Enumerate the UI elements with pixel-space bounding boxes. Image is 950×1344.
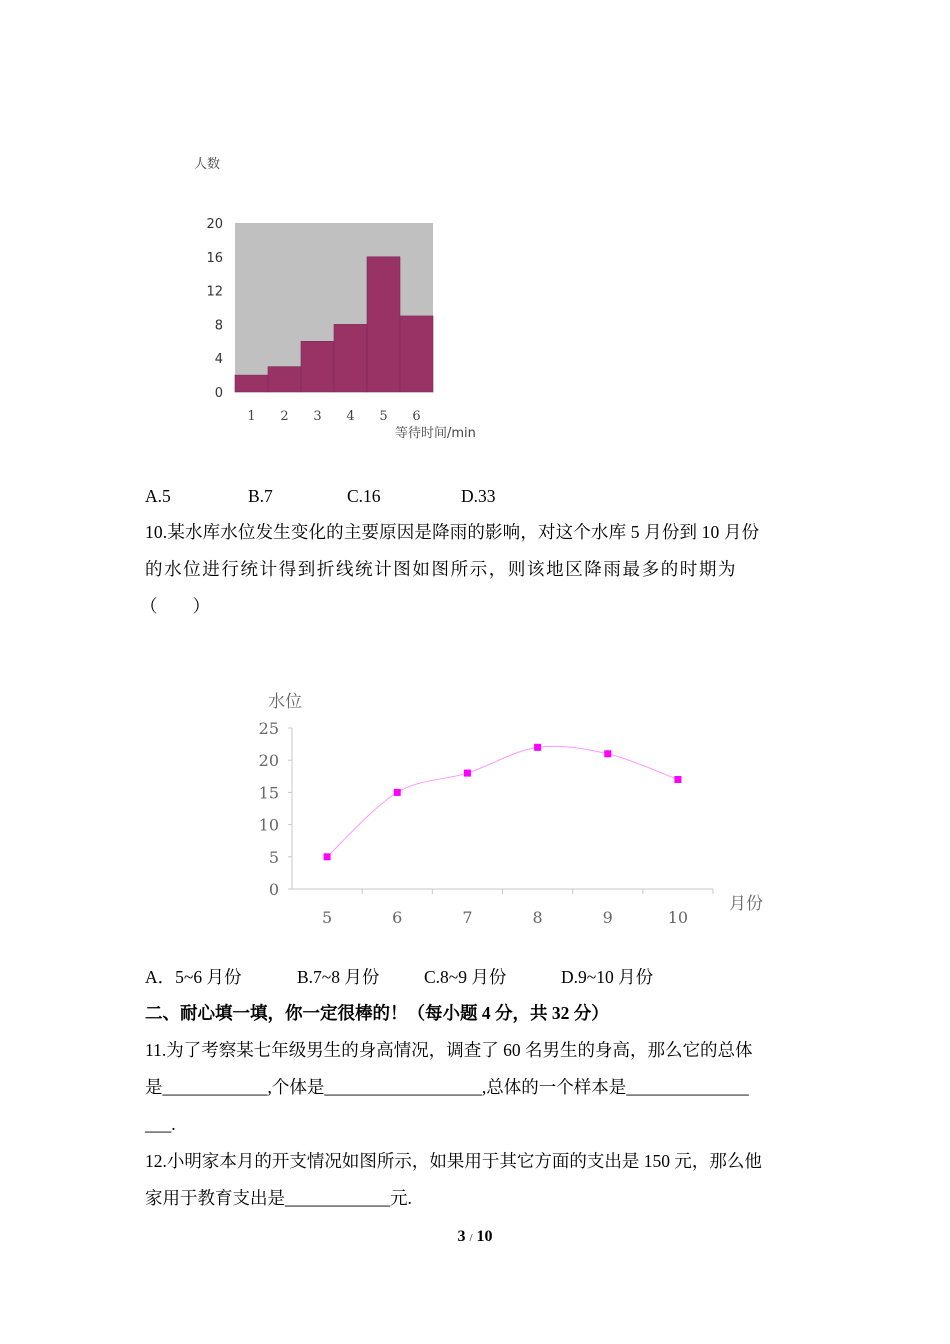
histogram-y-tick-label: 8: [214, 318, 223, 334]
q11-text-line-2: 是____________,个体是__________________,总体的一个样本是______________: [145, 1077, 749, 1097]
histogram-y-tick-label: 16: [206, 250, 223, 266]
histogram-y-tick-label: 20: [206, 217, 223, 232]
q11-text-line-3: ___.: [145, 1114, 176, 1134]
line-chart-x-axis-label: 月份: [729, 894, 763, 914]
line-chart-y-tick-label: 5: [268, 847, 279, 867]
histogram-x-tick-label: 1: [247, 409, 256, 424]
water-level-point-9: [604, 750, 611, 757]
water-level-point-8: [534, 744, 541, 751]
line-chart-x-tick-label: 9: [602, 908, 613, 927]
water-level-point-10: [674, 776, 681, 783]
line-chart-y-tick-label: 25: [258, 719, 279, 738]
water-level-point-6: [394, 789, 401, 796]
q10-text-line-1: 10.某水库水位发生变化的主要原因是降雨的影响，对这个水库 5 月份到 10 月份: [145, 522, 760, 542]
q12-text-line-1: 12.小明家本月的开支情况如图所示，如果用于其它方面的支出是 150 元，那么他: [145, 1151, 762, 1171]
histogram-x-tick-label: 2: [280, 409, 289, 424]
q10-option-c: C.8~9 月份: [424, 967, 507, 987]
q10-option-d: D.9~10 月份: [561, 967, 654, 987]
water-level-series-line: [327, 746, 678, 857]
line-chart-x-tick-label: 10: [667, 908, 689, 927]
page-current: 3: [457, 1228, 466, 1245]
q9-option-d: D.33: [461, 486, 496, 506]
histogram-x-tick-label: 5: [379, 409, 388, 424]
page-total: 10: [476, 1228, 493, 1245]
line-chart-y-tick-label: 0: [268, 880, 279, 899]
q10-option-b: B.7~8 月份: [297, 967, 380, 987]
line-chart-y-tick-label: 20: [258, 751, 279, 771]
q11-text-line-1: 11.为了考察某七年级男生的身高情况，调查了 60 名男生的身高，那么它的总体: [145, 1040, 753, 1060]
histogram-y-axis-label: 人数: [194, 157, 221, 172]
histogram-y-tick-label: 4: [214, 352, 223, 368]
histogram-x-tick-label: 4: [346, 409, 355, 424]
q9-option-b: B.7: [248, 486, 273, 506]
q10-text-line-3: （ ）: [140, 596, 210, 616]
q9-option-a: A.5: [145, 486, 171, 506]
q12-text-line-2: 家用于教育支出是____________元.: [145, 1188, 412, 1208]
page-separator: /: [469, 1232, 473, 1244]
line-chart-y-tick-label: 10: [258, 815, 279, 835]
q10-text-line-2: 的水位进行统计得到折线统计图如图所示，则该地区降雨最多的时期为: [145, 559, 738, 579]
line-chart-y-axis-label: 水位: [268, 692, 302, 712]
q10-option-a: A．5~6 月份: [145, 967, 242, 987]
line-chart-y-tick-label: 15: [258, 783, 279, 803]
histogram-x-axis-label: 等待时间/min: [395, 426, 476, 441]
line-chart-x-tick-label: 6: [392, 908, 403, 927]
line-chart-x-tick-label: 7: [462, 908, 473, 927]
water-level-point-5: [324, 853, 331, 860]
q9-option-c: C.16: [347, 486, 381, 506]
histogram-x-tick-label: 3: [313, 409, 322, 424]
section-2-heading: 二、耐心填一填，你一定很棒的！（每小题 4 分，共 32 分）: [145, 1003, 609, 1023]
line-chart-x-tick-label: 5: [321, 908, 333, 927]
histogram-y-tick-label: 0: [214, 386, 223, 401]
line-chart-x-tick-label: 8: [532, 908, 543, 927]
histogram-y-tick-label: 12: [206, 284, 223, 300]
page-number: [0, 1228, 950, 1246]
histogram-x-tick-label: 6: [412, 409, 421, 424]
water-level-point-7: [464, 770, 471, 777]
